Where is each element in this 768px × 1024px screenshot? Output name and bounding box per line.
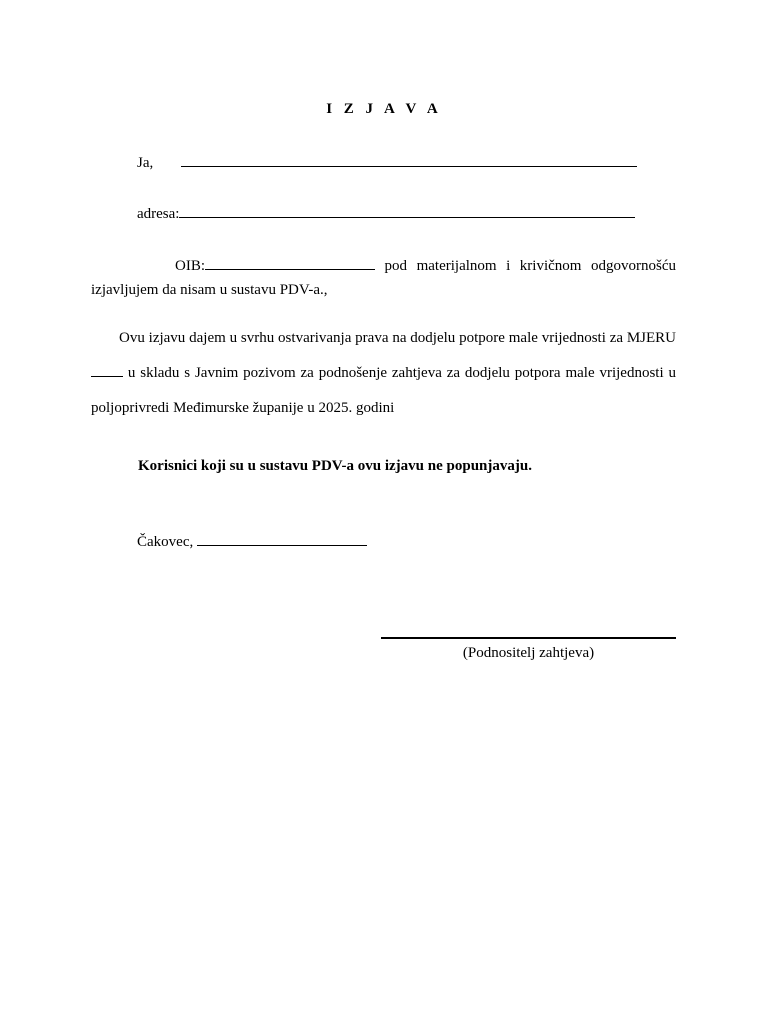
oib-label: OIB: — [175, 258, 205, 274]
place-date-row — [137, 531, 367, 551]
address-field[interactable] — [179, 203, 635, 218]
oib-paragraph — [91, 254, 676, 302]
oib-statement-text: pod materijalnom i krivičnom odgovornošću — [384, 258, 676, 274]
name-field[interactable] — [181, 152, 637, 167]
purpose-paragraph — [91, 321, 676, 426]
oib-statement-continuation: izjavljujem da nisam u sustavu PDV-a., — [91, 282, 328, 298]
date-field[interactable] — [197, 531, 367, 546]
address-row — [137, 203, 635, 223]
signature-line[interactable] — [381, 637, 676, 639]
address-label: adresa: — [137, 206, 180, 222]
name-row — [137, 152, 637, 172]
name-label: Ja, — [137, 155, 154, 171]
purpose-text-1: Ovu izjavu dajem u svrhu ostvarivanja prava na dodjelu potpore male vrijednosti za MJERU — [119, 330, 676, 346]
vat-note: Korisnici koji su u sustavu PDV-a ovu izjavu ne popunjavaju. — [138, 458, 532, 474]
document-title: I Z J A V A — [326, 101, 442, 117]
purpose-text-2: u skladu s Javnim pozivom za podnošenje zahtjeva za dodjelu potpora male vrijednosti u poljoprivredi Međimurske županije u 2025. godini — [91, 365, 676, 416]
signature-caption: (Podnositelj zahtjeva) — [462, 645, 595, 661]
place-label: Čakovec, — [137, 534, 194, 550]
oib-field[interactable] — [205, 255, 375, 270]
measure-field[interactable] — [91, 362, 123, 377]
